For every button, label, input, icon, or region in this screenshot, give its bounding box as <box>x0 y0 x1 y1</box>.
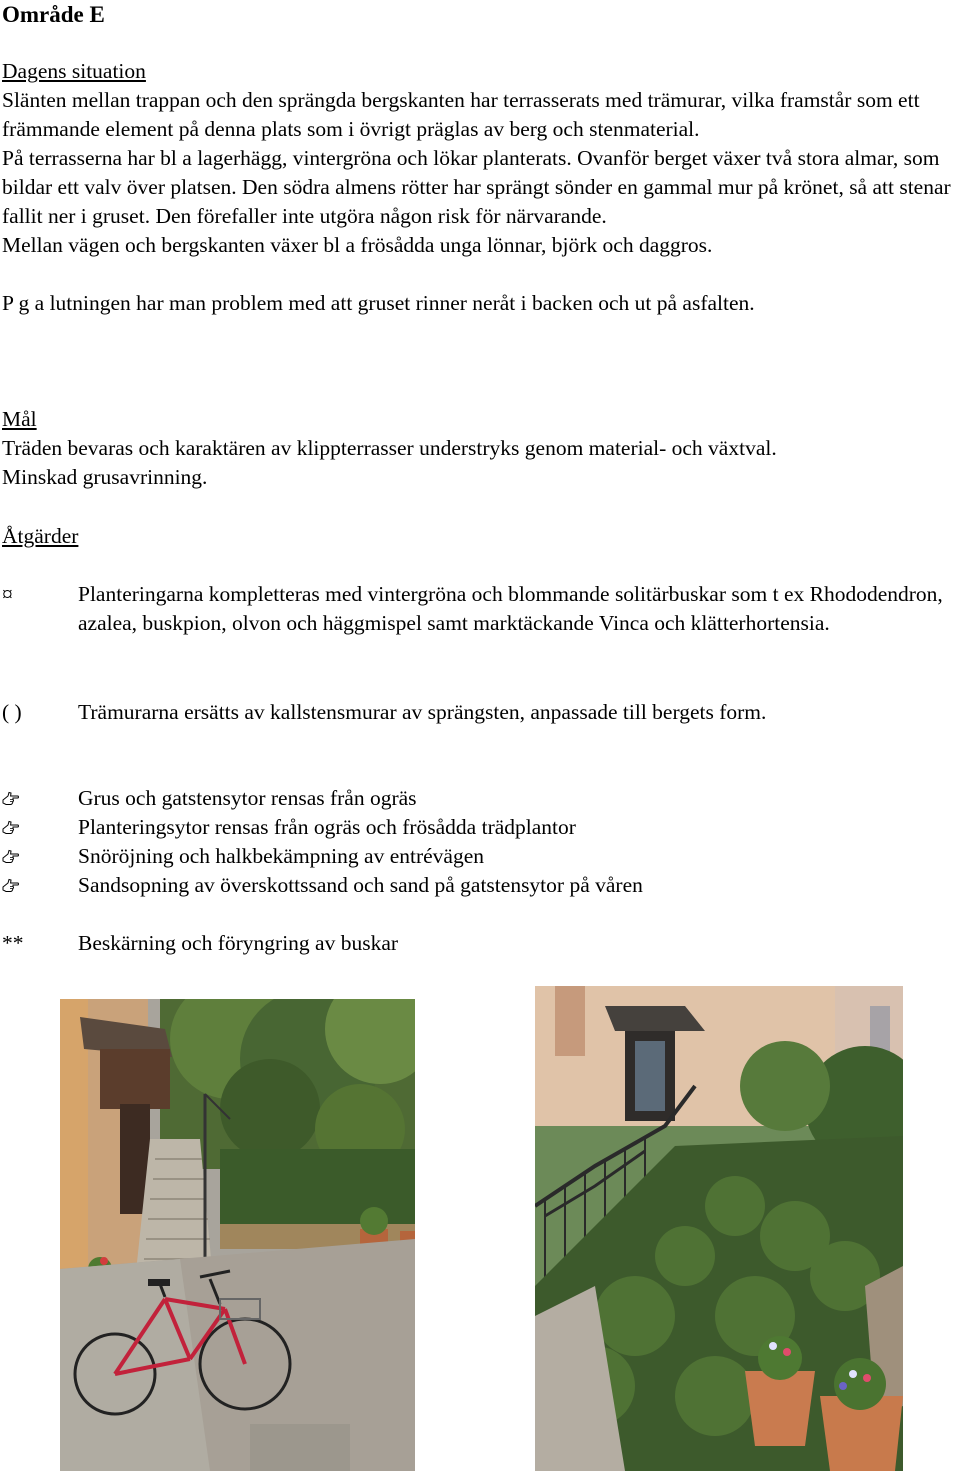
current-situation-title: Dagens situation <box>2 59 146 83</box>
goal-paragraph-1: Träden bevaras och karaktären av klippterrasser understryks genom material- och växtval. <box>2 436 777 460</box>
item-text: Grus och gatstensytor rensas från ogräs <box>78 786 417 810</box>
pointing-hand-icon <box>2 820 20 836</box>
pointing-hand-icon <box>2 878 20 894</box>
item-text: Planteringarna kompletteras med vintergröna och blommande solitärbuskar som t ex Rhododendron, azalea, buskpion, olvon och häggmispel samt marktäckande Vinca och klätterhortensia. <box>78 582 943 635</box>
current-situation-section <box>2 57 957 318</box>
item-text: Beskärning och föryngring av buskar <box>78 931 399 955</box>
item-text: Trämurarna ersätts av kallstensmurar av sprängsten, anpassade till bergets form. <box>78 700 767 724</box>
current-paragraph-4: P g a lutningen har man problem med att gruset rinner neråt i backen och ut på asfalten. <box>2 291 755 315</box>
goal-paragraph-2: Minskad grusavrinning. <box>2 465 208 489</box>
current-paragraph-1: Slänten mellan trappan och den sprängda bergskanten har terrasserats med trämurar, vilka framstår som ett främmande element på denna plats som i övrigt präglas av berg och stenmaterial. <box>2 88 920 141</box>
item-text: Snöröjning och halkbekämpning av entrévägen <box>78 844 485 868</box>
pointing-hand-icon <box>2 791 20 807</box>
current-paragraph-2: På terrasserna har bl a lagerhägg, vintergröna och lökar planterats. Ovanför berget växer två stora almar, som bildar ett valv över platsen. Den södra almens rötter har sprängt sönder en gammal mur på krönet, så att stenar fallit ner i gruset. Den förefaller inte utgöra någon risk för närvarande. <box>2 146 951 228</box>
goal-title: Mål <box>2 407 37 431</box>
item-marker: ** <box>2 931 24 955</box>
item-marker: ( ) <box>2 700 22 724</box>
item-text: Sandsopning av överskottssand och sand på gatstensytor på våren <box>78 873 643 897</box>
actions-title: Åtgärder <box>2 524 79 548</box>
pointing-hand-icon <box>2 849 20 865</box>
actions-section <box>2 522 957 551</box>
photo-stairs-bicycle <box>60 999 415 1471</box>
photo-terraced-slope <box>535 986 903 1471</box>
current-paragraph-3: Mellan vägen och bergskanten växer bl a frösådda unga lönnar, björk och daggros. <box>2 233 713 257</box>
page-title: Område E <box>2 2 105 27</box>
item-text: Planteringsytor rensas från ogräs och frösådda trädplantor <box>78 815 576 839</box>
item-marker: ¤ <box>2 582 13 606</box>
goal-section <box>2 405 957 492</box>
